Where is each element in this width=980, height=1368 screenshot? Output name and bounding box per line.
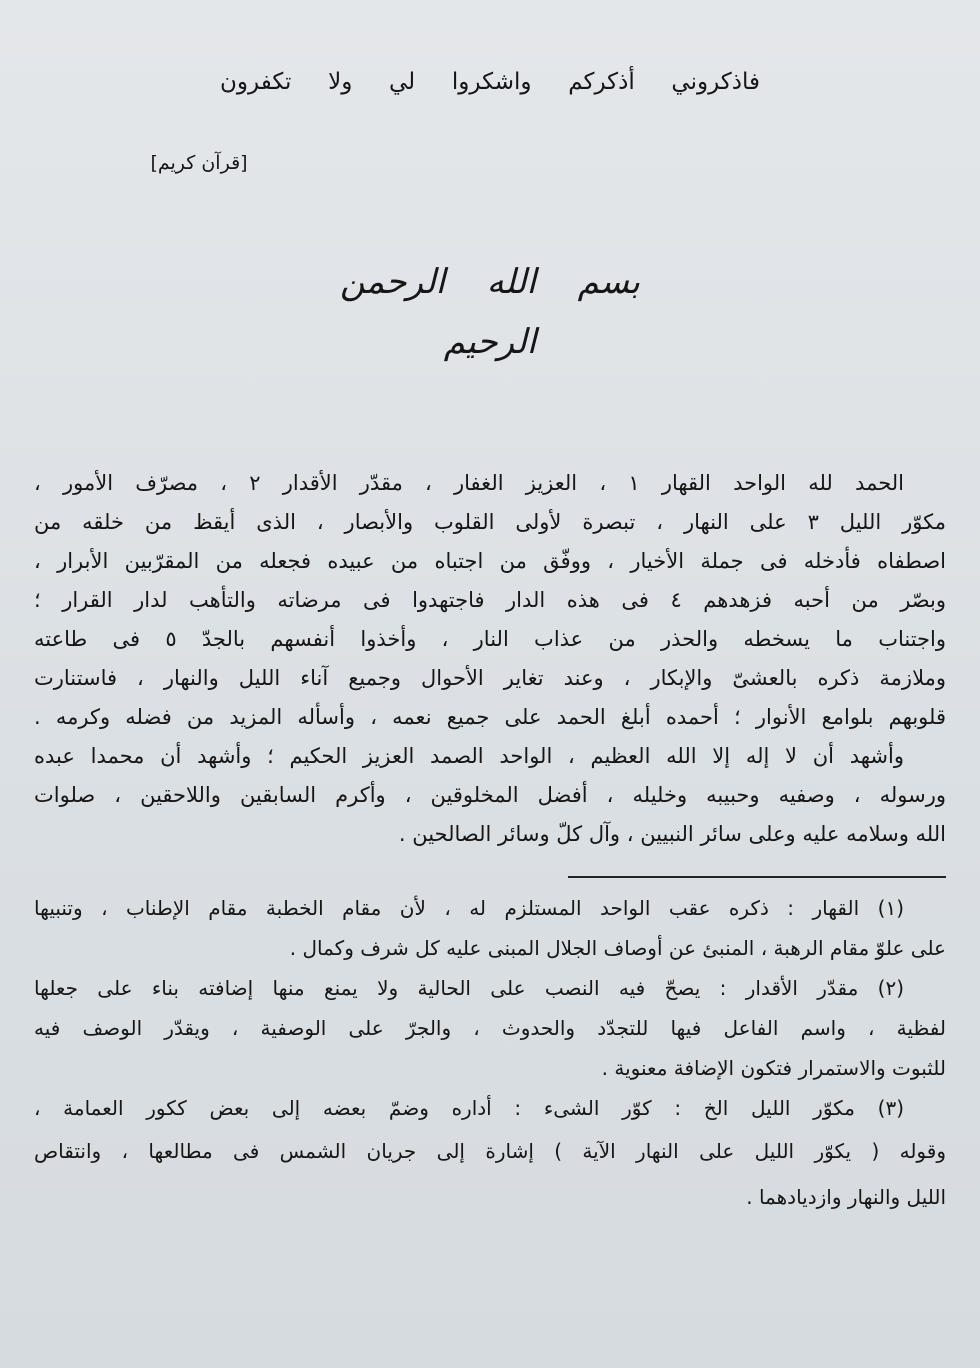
body-line: مكوّر الليل ٣ على النهار ، تبصرة لأولى القلوب والأبصار ، الذى أيقظ من خلقه من [34, 510, 946, 534]
body-line: ورسوله ، وصفيه وحبيبه وخليله ، أفضل المخلوقين ، وأكرم السابقين واللاحقين ، صلوات [34, 783, 946, 807]
body-line: وأشهد أن لا إله إلا الله العظيم ، الواحد الصمد العزيز الحكيم ؛ وأشهد أن محمدا عبده [34, 744, 904, 768]
body-line: اصطفاه فأدخله فى جملة الأخيار ، ووفّق من اجتباه من عبيده فجعله من المقرّبين الأبرار ، [34, 549, 946, 573]
footnotes [34, 888, 946, 1220]
footnote-line: على علوّ مقام الرهبة ، المنبئ عن أوصاف الجلال المبنى عليه كل شرف وكمال . [289, 936, 946, 960]
body-line: واجتناب ما يسخطه والحذر من عذاب النار ، وأخذوا أنفسهم بالجدّ ٥ فى طاعته [34, 627, 946, 651]
footnote-line: وقوله ( يكوّر الليل على النهار الآية ) إشارة إلى جريان الشمس فى مطالعها ، وانتقاص [34, 1139, 946, 1163]
main-text [34, 464, 946, 854]
footnote-line: الليل والنهار وازديادهما . [746, 1185, 946, 1209]
footnote-line: للثبوت والاستمرار فتكون الإضافة معنوية . [601, 1056, 946, 1080]
body-line: الله وسلامه عليه وعلى سائر النبيين ، وآل كلّ وسائر الصالحين . [398, 822, 946, 846]
footnote-line: (١) القهار : ذكره عقب الواحد المستلزم له ، لأن مقام الخطبة مقام الإطناب ، وتنبيها [34, 896, 904, 920]
body-line: وملازمة ذكره بالعشىّ والإبكار ، وعند تغاير الأحوال وجميع آناء الليل والنهار ، فاستنارت [34, 666, 946, 690]
footnote-line: (٣) مكوّر الليل الخ : كوّر الشىء : أداره وضمّ بعضه إلى بعض ككور العمامة ، [34, 1096, 904, 1120]
footnote-line: لفظية ، واسم الفاعل فيها للتجدّد والحدوث ، والجرّ على الوصفية ، ويقدّر الوصف فيه [34, 1016, 946, 1040]
quran-verse: فاذكروني أذكركم واشكروا لي ولا تكفرون [220, 69, 760, 95]
basmala-calligraphy: بسم الله الرحمن الرحيم [340, 262, 640, 362]
verse-source: [قرآن كريم] [150, 152, 248, 174]
footnote-divider [568, 876, 946, 878]
body-line: وبصّر من أحبه فزهدهم ٤ فى هذه الدار فاجتهدوا فى مرضاته والتأهب لدار القرار ؛ [34, 588, 946, 612]
body-line: قلوبهم بلوامع الأنوار ؛ أحمده أبلغ الحمد على جميع نعمه ، وأسأله المزيد من فضله وكرمه . [34, 705, 946, 729]
body-line: الحمد لله الواحد القهار ١ ، العزيز الغفار ، مقدّر الأقدار ٢ ، مصرّف الأمور ، [34, 471, 904, 495]
footnote-line: (٢) مقدّر الأقدار : يصحّ فيه النصب على الحالية ولا يمنع منها إضافته بناء على جعلها [34, 976, 904, 1000]
